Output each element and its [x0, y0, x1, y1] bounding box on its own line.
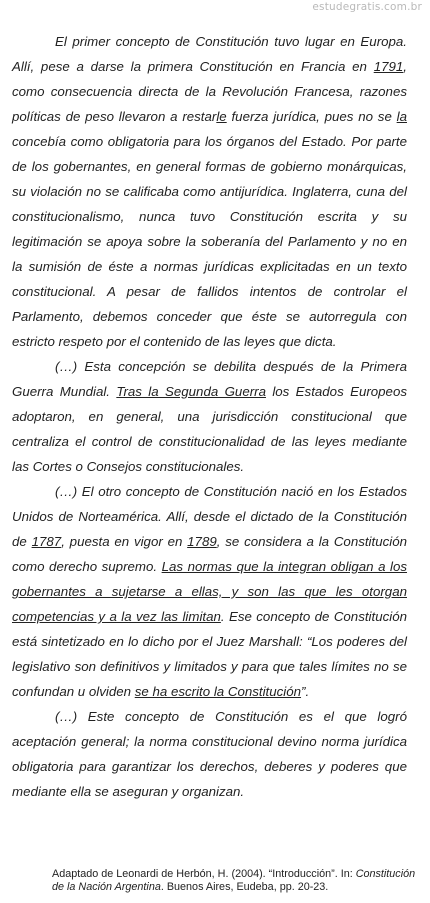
text-run: El primer concepto de Constitución tuvo lugar en Europa. Allí, pese a darse la primera Constitución en Francia en: [12, 34, 407, 74]
underlined-text: 1787: [31, 534, 62, 549]
text-run: concebía como obligatoria para los órganos del Estado. Por parte de los gobernantes, en general formas de gobierno monárquicas, su violación no se calificaba como antijurídica. Inglaterra, cuna del constitucionalismo, nunca tuvo Constitución escrita y su legitimación se apoya sobre la soberanía del Parlamento y no en la sumisión de éste a normas jurídicas explicitadas en un texto constitucional. A pesar de fallidos intentos de controlar el Parlamento, debemos conceder que éste se autorregula con estricto respeto por el contenido de las leyes que dicta.: [12, 134, 407, 349]
paragraph-2: [12, 354, 407, 479]
text-run: (…) El otro concepto de Constitución nació en los Estados Unidos de Norteamérica. Allí, desde el dictado de la Constitución de: [12, 484, 407, 549]
underlined-text: 1791: [373, 59, 404, 74]
text-run: ”.: [301, 684, 310, 699]
text-run: , puesta en vigor en: [61, 534, 188, 549]
underlined-text: le: [216, 109, 227, 124]
underlined-text: la: [396, 109, 407, 124]
underlined-text: Tras la Segunda Guerra: [116, 384, 266, 399]
underlined-text: Las normas que la integran obligan a los gobernantes a sujetarse a ellas, y son las que les otorgan competencias y a la vez las limitan: [12, 559, 408, 624]
text-run: , se considera a la Constitución como derecho supremo.: [12, 534, 407, 574]
citation-title: Constitución de la Nación Argentina: [52, 868, 416, 893]
citation-text: . Buenos Aires, Eudeba, pp. 20-23.: [160, 881, 329, 893]
paragraph-1: [12, 29, 407, 354]
paragraph-4: [12, 704, 407, 804]
text-run: fuerza jurídica, pues no se: [226, 109, 397, 124]
text-run: los Estados Europeos adoptaron, en general, una jurisdicción constitucional que centraliza el control de constitucionalidad de las leyes mediante las Cortes o Consejos constitucionales.: [12, 384, 407, 474]
underlined-text: 1789: [187, 534, 217, 549]
paragraph-3: [12, 479, 407, 704]
text-run: , como consecuencia directa de la Revolución Francesa, razones políticas de peso llevaron a restar: [12, 59, 407, 124]
text-run: . Ese concepto de Constitución está sintetizado en lo dicho por el Juez Marshall: “Los poderes del legislativo son definitivos y limitados y para que tales límites no se confundan u olviden: [12, 609, 407, 699]
text-run: (…) Esta concepción se debilita después de la Primera Guerra Mundial.: [12, 359, 407, 399]
underlined-text: se ha escrito la Constitución: [134, 684, 302, 699]
citation: [52, 868, 422, 894]
document-body: [12, 29, 407, 804]
text-run: (…) Este concepto de Constitución es el que logró aceptación general; la norma constitucional devino norma jurídica obligatoria para garantizar los derechos, deberes y poderes que mediante ella se aseguran y organizan.: [12, 709, 407, 799]
citation-text: Adaptado de Leonardi de Herbón, H. (2004). “Introducción”. In:: [52, 868, 356, 880]
watermark: estudegratis.com.br: [312, 1, 422, 13]
